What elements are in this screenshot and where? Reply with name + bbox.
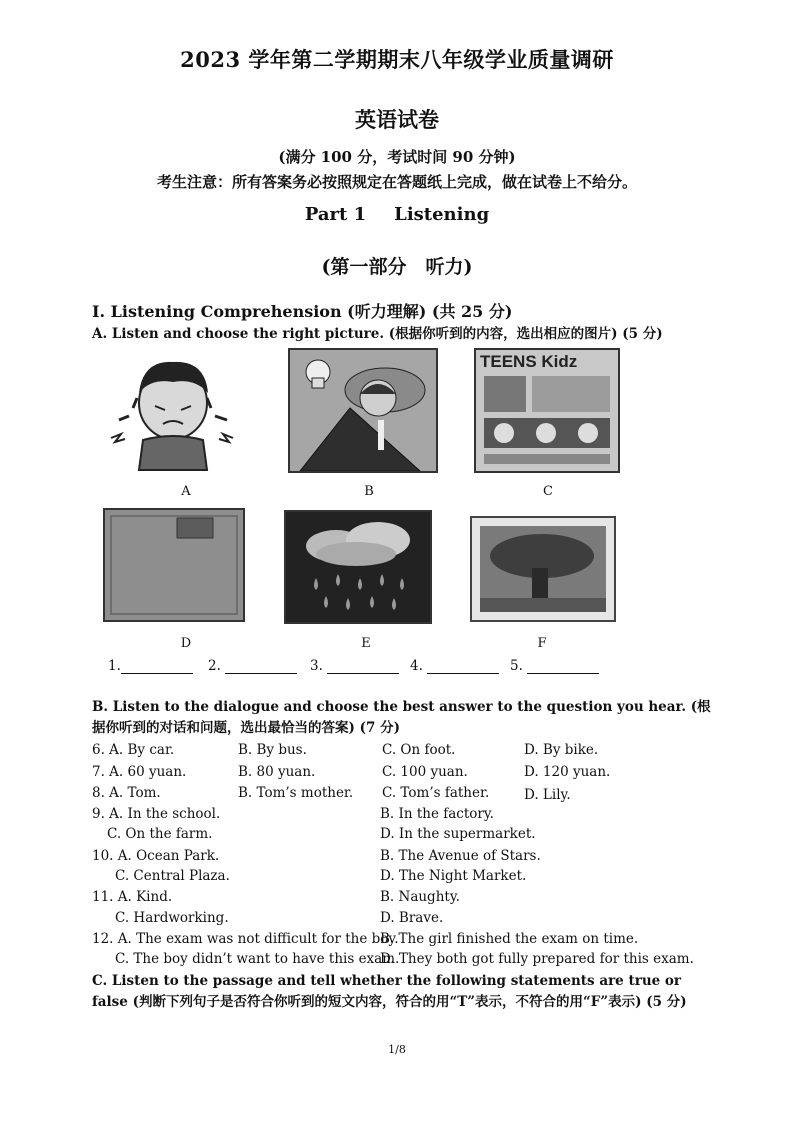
rain-clouds-icon — [286, 512, 430, 622]
answer-blank-4[interactable]: 4. — [410, 658, 499, 674]
caption-a: A — [181, 484, 191, 499]
picture-a — [103, 348, 243, 473]
page-number: 1/8 — [388, 1043, 406, 1056]
question-11-b: B. Naughty. — [380, 889, 460, 905]
picture-f — [470, 516, 616, 622]
picture-e — [284, 510, 432, 624]
question-8-d: D. Lily. — [524, 787, 571, 803]
picture-c — [474, 348, 620, 473]
picture-b — [288, 348, 438, 473]
caption-e: E — [361, 636, 371, 651]
exam-notice: 考生注意：所有答案务必按照规定在答题纸上完成，做在试卷上不给分。 — [156, 173, 637, 191]
question-12-b: B. The girl finished the exam on time. — [380, 931, 639, 947]
boy-headache-icon — [103, 348, 243, 473]
question-9-c: C. On the farm. — [107, 826, 213, 842]
caption-c: C — [543, 484, 553, 499]
answer-blank-3[interactable]: 3. — [310, 658, 399, 674]
question-11-d: D. Brave. — [380, 910, 444, 926]
exam-title: 2023 学年第二学期期末八年级学业质量调研 — [180, 47, 614, 72]
answer-blank-1[interactable]: 1. — [108, 658, 193, 674]
magazine-title: TEENS Kidz — [480, 352, 578, 371]
part-name: Listening — [394, 204, 490, 225]
exam-info: (满分 100 分，考试时间 90 分钟) — [278, 148, 516, 166]
answer-blank-5[interactable]: 5. — [510, 658, 599, 674]
girl-sleeping-icon — [290, 350, 436, 471]
question-11-c: C. Hardworking. — [115, 910, 229, 926]
question-12-d: D. They both got fully prepared for this exam. — [380, 951, 694, 967]
part-a-instruction: A. Listen and choose the right picture. (根据你听到的内容，选出相应的图片) (5 分) — [92, 326, 663, 342]
question-8-a: 8. A. Tom. — [92, 785, 161, 801]
caption-b: B — [364, 484, 374, 499]
question-11-a: 11. A. Kind. — [92, 889, 173, 905]
question-7-d: D. 120 yuan. — [524, 764, 611, 780]
part-b-instruction: B. Listen to the dialogue and choose the best answer to the question you hear. (根据你听到的对话和问题，选出最恰当的答案) (7 分) — [92, 699, 711, 736]
question-9-b: B. In the factory. — [380, 806, 494, 822]
question-12-c: C. The boy didn’t want to have this exam. — [115, 951, 400, 967]
question-9-d: D. In the supermarket. — [380, 826, 536, 842]
subject-title: 英语试卷 — [355, 107, 439, 132]
tree-icon — [472, 518, 614, 620]
question-6-b: B. By bus. — [238, 742, 307, 758]
caption-d: D — [180, 636, 192, 651]
caption-f: F — [537, 636, 547, 651]
picture-d — [103, 508, 245, 622]
question-9-a: 9. A. In the school. — [92, 806, 221, 822]
question-10-a: 10. A. Ocean Park. — [92, 848, 220, 864]
part-heading-cn: (第一部分 听力) — [321, 256, 473, 278]
part-label: Part 1 — [304, 204, 367, 225]
question-8-c: C. Tom’s father. — [382, 785, 490, 801]
question-7-b: B. 80 yuan. — [238, 764, 316, 780]
question-10-c: C. Central Plaza. — [115, 868, 230, 884]
section-title: I. Listening Comprehension (听力理解) (共 25 分) — [92, 302, 513, 321]
part-c-instruction: C. Listen to the passage and tell whether the following statements are true or false (判断下列句子是否符合你听到的短文内容，符合的用“T”表示，不符合的用“F”表示) (5 分) — [92, 973, 687, 1010]
question-8-b: B. Tom’s mother. — [238, 785, 354, 801]
question-7-c: C. 100 yuan. — [382, 764, 468, 780]
question-6-d: D. By bike. — [524, 742, 599, 758]
question-7-a: 7. A. 60 yuan. — [92, 764, 187, 780]
teens-kidz-magazine-icon — [476, 350, 618, 471]
question-6-c: C. On foot. — [382, 742, 456, 758]
answer-blank-2[interactable]: 2. — [208, 658, 297, 674]
question-10-d: D. The Night Market. — [380, 868, 527, 884]
question-10-b: B. The Avenue of Stars. — [380, 848, 541, 864]
question-6-a: 6. A. By car. — [92, 742, 175, 758]
board-icon — [105, 510, 243, 620]
part-heading — [0, 204, 794, 225]
question-12-a: 12. A. The exam was not difficult for the boy. — [92, 931, 399, 947]
